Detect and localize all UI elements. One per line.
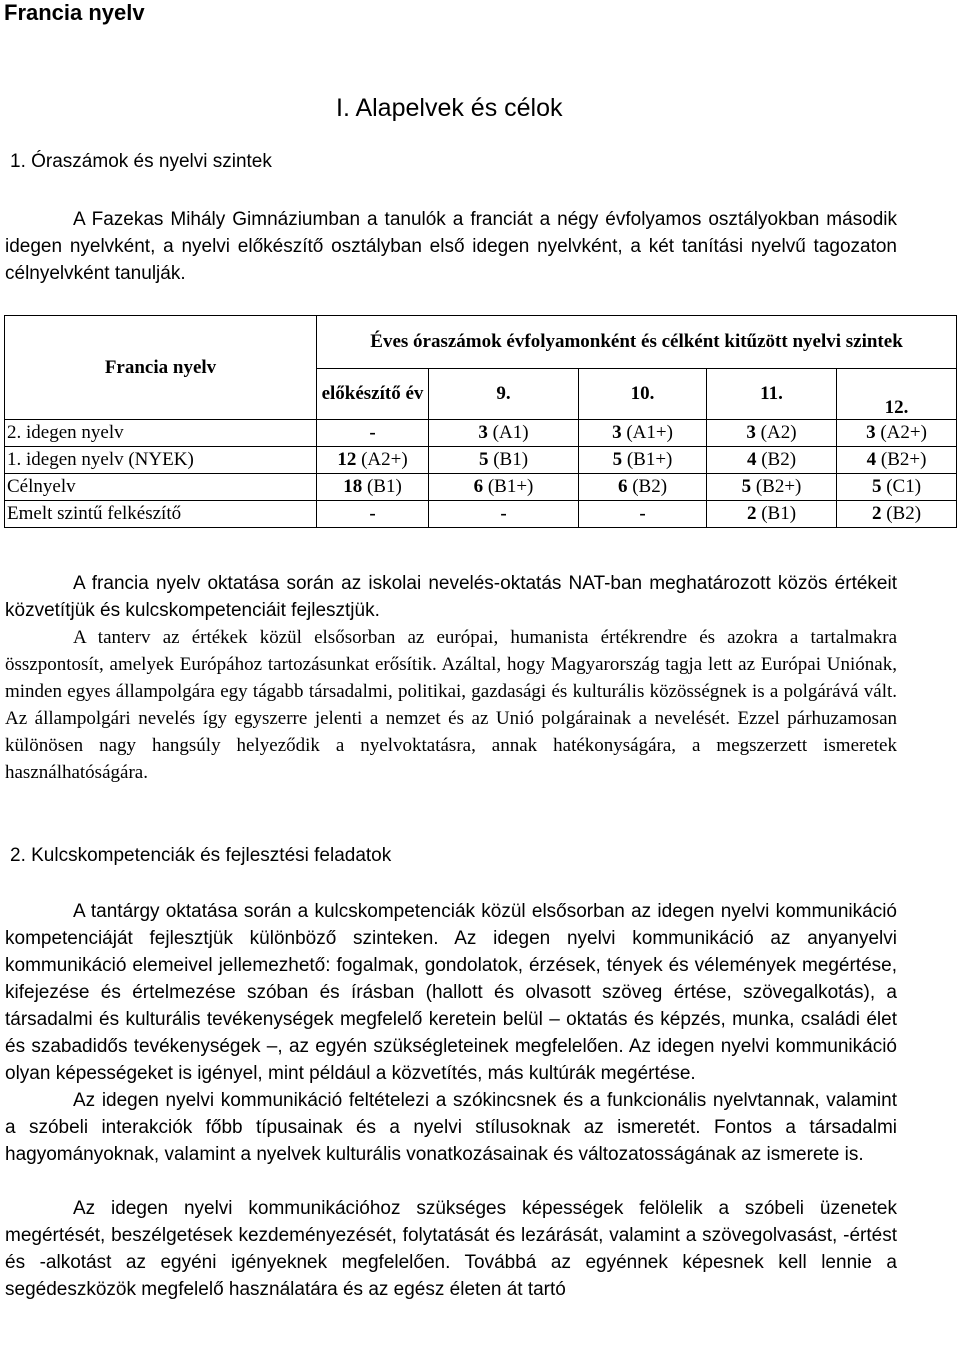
column-header: előkészítő év bbox=[317, 369, 429, 420]
hours-value: 18 bbox=[343, 476, 363, 497]
table-cell bbox=[429, 447, 579, 474]
level-value: (B1) bbox=[362, 476, 402, 497]
table-cell bbox=[837, 447, 957, 474]
hours-value: 5 bbox=[478, 449, 489, 470]
hours-value: 4 bbox=[866, 449, 877, 470]
level-value: (A2+) bbox=[356, 449, 408, 470]
table-cell bbox=[429, 474, 579, 501]
table-cell bbox=[707, 501, 837, 528]
column-header: 11. bbox=[707, 369, 837, 420]
level-value: (B2) bbox=[756, 449, 797, 470]
level-value: (C1) bbox=[881, 476, 922, 497]
table-cell bbox=[837, 474, 957, 501]
section-2-body bbox=[5, 898, 897, 1303]
table-cell bbox=[317, 501, 429, 528]
table-cell bbox=[429, 501, 579, 528]
section-2-heading: 2. Kulcskompetenciák és fejlesztési feladatok bbox=[10, 845, 392, 866]
intro-paragraph: A Fazekas Mihály Gimnáziumban a tanulók a franciát a négy évfolyamos osztályokban második idegen nyelvként, a nyelvi előkészítő osztályban első idegen nyelvként, a két tanítási nyelvű tagozaton célnyelvként tanulják. bbox=[5, 209, 897, 284]
hours-value: - bbox=[639, 503, 646, 524]
hours-value: 2 bbox=[871, 503, 882, 524]
level-value: (B1) bbox=[756, 503, 797, 524]
row-label: Emelt szintű felkészítő bbox=[5, 501, 317, 528]
table-cell bbox=[317, 420, 429, 447]
table-cell bbox=[707, 474, 837, 501]
hours-value: 5 bbox=[741, 476, 752, 497]
level-value: (B1) bbox=[488, 449, 529, 470]
table-group-header: Éves óraszámok évfolyamonként és célként kitűzött nyelvi szintek bbox=[317, 316, 957, 369]
table-cell bbox=[579, 420, 707, 447]
hours-value: 5 bbox=[871, 476, 882, 497]
hours-value: 4 bbox=[746, 449, 757, 470]
hours-value: 3 bbox=[746, 422, 756, 443]
hours-value: 5 bbox=[612, 449, 623, 470]
column-header: 12. bbox=[837, 369, 957, 420]
chapter-heading: I. Alapelvek és célok bbox=[336, 94, 563, 122]
table-cell bbox=[579, 501, 707, 528]
section-1-body bbox=[5, 206, 897, 287]
table-cell bbox=[317, 474, 429, 501]
table-cell bbox=[429, 420, 579, 447]
paragraph: Az idegen nyelvi kommunikációhoz szükséges képességek felölelik a szóbeli üzenetek megértését, beszélgetések kezdeményezését, folytatását és lezárását, valamint a szövegolvasást, -értést és -alkotást az egyéni igényeknek megfelelően. Továbbá az egyénnek képesnek kell lennie a segédeszközök megfelelő használatára és az egész életen át tartó bbox=[5, 1198, 897, 1300]
table-row bbox=[5, 447, 957, 474]
table-cell bbox=[837, 420, 957, 447]
hours-value: 3 bbox=[866, 422, 876, 443]
hours-value: - bbox=[369, 503, 376, 524]
table-cell bbox=[317, 447, 429, 474]
hours-value: - bbox=[500, 503, 507, 524]
hours-value: 3 bbox=[612, 422, 622, 443]
hours-value: - bbox=[369, 422, 376, 443]
level-value: (A2+) bbox=[875, 422, 927, 443]
level-value: (B2) bbox=[881, 503, 922, 524]
hours-table bbox=[4, 315, 957, 528]
row-label: 2. idegen nyelv bbox=[5, 420, 317, 447]
level-value: (B2+) bbox=[876, 449, 927, 470]
hours-value: 6 bbox=[617, 476, 628, 497]
paragraph: A tanterv az értékek közül elsősorban az európai, humanista értékrendre és azokra a tartalmakra összpontosít, amelyek Európához tartozásunkat erősítik. Azáltal, hogy Magyarország tagja lett az Európai Uniónak, minden egyes állampolgára egy tágabb társadalmi, politikai, gazdasági és kulturális közösségnek is a polgárává vált. Az állampolgári nevelés így egyszerre jelenti a nemzet és az Unió polgárainak a nevelését. Ezzel párhuzamosan különösen nagy hangsúly helyeződik a nyelvoktatásra, annak hatékonyságára, a megszerzett ismeretek használhatóságára. bbox=[5, 627, 897, 783]
table-cell bbox=[707, 447, 837, 474]
row-label: 1. idegen nyelv (NYEK) bbox=[5, 447, 317, 474]
table-row bbox=[5, 474, 957, 501]
column-header: 10. bbox=[579, 369, 707, 420]
table-corner-cell: Francia nyelv bbox=[5, 316, 317, 420]
paragraph: A francia nyelv oktatása során az iskolai nevelés-oktatás NAT-ban meghatározott közös értékeit közvetítjük és kulcskompetenciáit fejlesztjük. bbox=[5, 573, 897, 621]
hours-value: 6 bbox=[473, 476, 484, 497]
hours-value: 2 bbox=[746, 503, 757, 524]
table-body bbox=[5, 420, 957, 528]
hours-value: 3 bbox=[478, 422, 488, 443]
level-value: (A2) bbox=[755, 422, 797, 443]
table-row bbox=[5, 420, 957, 447]
after-table-text bbox=[5, 570, 897, 786]
level-value: (B1+) bbox=[483, 476, 534, 497]
level-value: (A1+) bbox=[621, 422, 673, 443]
table-row bbox=[5, 501, 957, 528]
level-value: (B2+) bbox=[751, 476, 802, 497]
column-header: 9. bbox=[429, 369, 579, 420]
level-value: (B1+) bbox=[622, 449, 673, 470]
table-cell bbox=[579, 474, 707, 501]
paragraph: Az idegen nyelvi kommunikáció feltételezi a szókincsnek és a funkcionális nyelvtannak, valamint a szóbeli interakciók főbb típusainak és a nyelvi stílusoknak az ismeretét. Fontos a társadalmi hagyományoknak, valamint a nyelvek kulturális vonatkozásainak és változatosságának az ismerete is. bbox=[5, 1090, 897, 1165]
paragraph: A tantárgy oktatása során a kulcskompetenciák közül elsősorban az idegen nyelvi kommunikáció kompetenciáját fejlesztjük különböző szinteken. Az idegen nyelvi kommunikáció az anyanyelvi kommunikáció elemeivel jellemezhető: fogalmak, gondolatok, érzések, tények és vélemények megértése, kifejezése és értelmezése szóban és írásban (hallott és olvasott szöveg értése, szövegalkotás), a társadalmi és kulturális tevékenységek megfelelő keretein belül – oktatás és képzés, munka, családi élet és szabadidős tevékenységek –, az egyén szükségleteinek megfelelően. Az idegen nyelvi kommunikáció olyan képességeket is igényel, mint például a közvetítés, más kultúrák megértése. bbox=[5, 901, 897, 1084]
table-header-row bbox=[5, 316, 957, 369]
row-label: Célnyelv bbox=[5, 474, 317, 501]
level-value: (A1) bbox=[487, 422, 529, 443]
level-value: (B2) bbox=[627, 476, 668, 497]
table-cell bbox=[837, 501, 957, 528]
hours-value: 12 bbox=[337, 449, 357, 470]
table-cell bbox=[707, 420, 837, 447]
section-1-heading: 1. Óraszámok és nyelvi szintek bbox=[10, 151, 272, 172]
document-title: Francia nyelv bbox=[4, 0, 145, 25]
table-cell bbox=[579, 447, 707, 474]
